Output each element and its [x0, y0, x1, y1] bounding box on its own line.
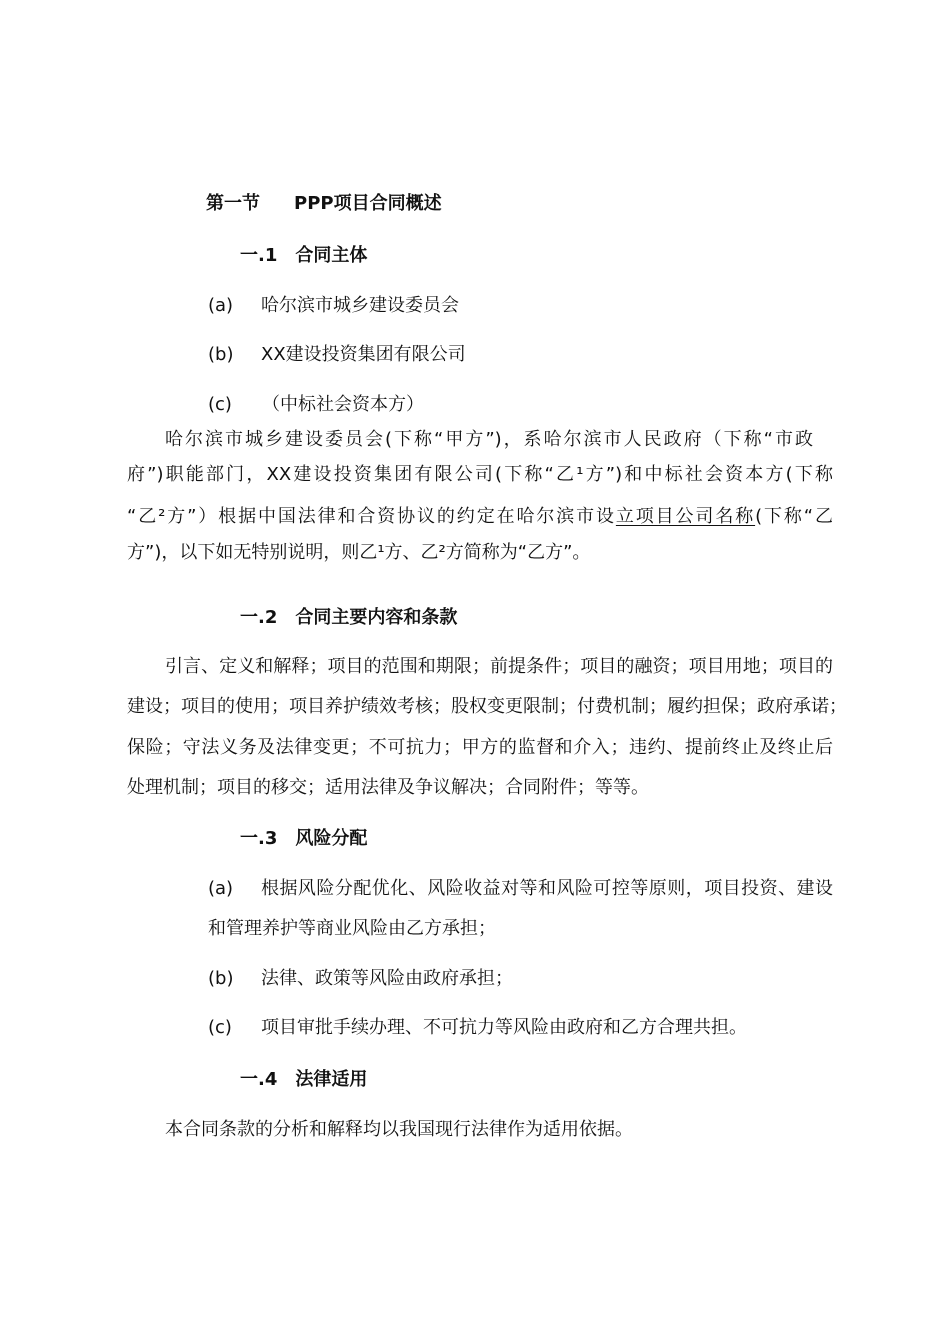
- list-marker: (c): [208, 1017, 232, 1038]
- list-item-text: XX建设投资集团有限公司: [261, 344, 466, 365]
- subsection-heading-4: [240, 1068, 367, 1092]
- paragraph-line: 府”)职能部门，XX建设投资集团有限公司(下称“乙¹方”)和中标社会资本方(下称: [127, 464, 833, 485]
- paragraph-line: “乙²方”）根据中国法律和合资协议的约定在哈尔滨市设立项目公司名称(下称“乙: [127, 506, 833, 527]
- subsection-number: 一.4: [240, 1069, 278, 1090]
- paragraph-line: 方”)，以下如无特别说明，则乙¹方、乙²方简称为“乙方”。: [127, 542, 591, 563]
- subsection-number: 一.1: [240, 245, 278, 266]
- section-label: 第一节: [206, 193, 260, 214]
- section-title: PPP项目合同概述: [294, 193, 442, 214]
- paragraph-line: 引言、定义和解释；项目的范围和期限；前提条件；项目的融资；项目用地；项目的: [165, 656, 833, 677]
- list-item: [208, 393, 232, 417]
- subsection-heading-2: [240, 606, 457, 630]
- list-item-text: （中标社会资本方）: [262, 394, 424, 415]
- subsection-title: 合同主体: [295, 245, 368, 266]
- list-item: [208, 294, 233, 318]
- list-marker: (c): [208, 394, 232, 415]
- list-marker: (a): [208, 295, 234, 316]
- list-item-text: 项目审批手续办理、不可抗力等风险由政府和乙方合理共担。: [261, 1017, 747, 1038]
- list-item-text: 和管理养护等商业风险由乙方承担；: [208, 918, 496, 939]
- paragraph-line: 本合同条款的分析和解释均以我国现行法律作为适用依据。: [165, 1119, 633, 1140]
- list-item-text: 法律、政策等风险由政府承担；: [261, 968, 513, 989]
- list-item-text: 根据风险分配优化、风险收益对等和风险可控等原则，项目投资、建设: [261, 878, 833, 899]
- subsection-title: 风险分配: [295, 828, 368, 849]
- subsection-title: 合同主要内容和条款: [295, 607, 458, 628]
- list-marker: (a): [208, 878, 234, 899]
- subsection-number: 一.2: [240, 607, 278, 628]
- list-item: [208, 343, 233, 367]
- underlined-placeholder: 立项目公司名称: [615, 506, 756, 527]
- paragraph-line: 处理机制；项目的移交；适用法律及争议解决；合同附件；等等。: [127, 777, 649, 798]
- section-heading: [206, 192, 442, 216]
- subsection-title: 法律适用: [295, 1069, 368, 1090]
- subsection-heading-3: [240, 827, 367, 851]
- list-item-text: 哈尔滨市城乡建设委员会: [261, 295, 459, 316]
- paragraph-line: 建设；项目的使用；项目养护绩效考核；股权变更限制；付费机制；履约担保；政府承诺；: [127, 696, 847, 717]
- paragraph-line: 哈尔滨市城乡建设委员会(下称“甲方”)，系哈尔滨市人民政府（下称“市政: [165, 429, 813, 450]
- list-marker: (b): [208, 968, 234, 989]
- paragraph-line: 保险；守法义务及法律变更；不可抗力；甲方的监督和介入；违约、提前终止及终止后: [127, 737, 833, 758]
- list-marker: (b): [208, 344, 234, 365]
- subsection-number: 一.3: [240, 828, 278, 849]
- subsection-heading-1: [240, 244, 367, 268]
